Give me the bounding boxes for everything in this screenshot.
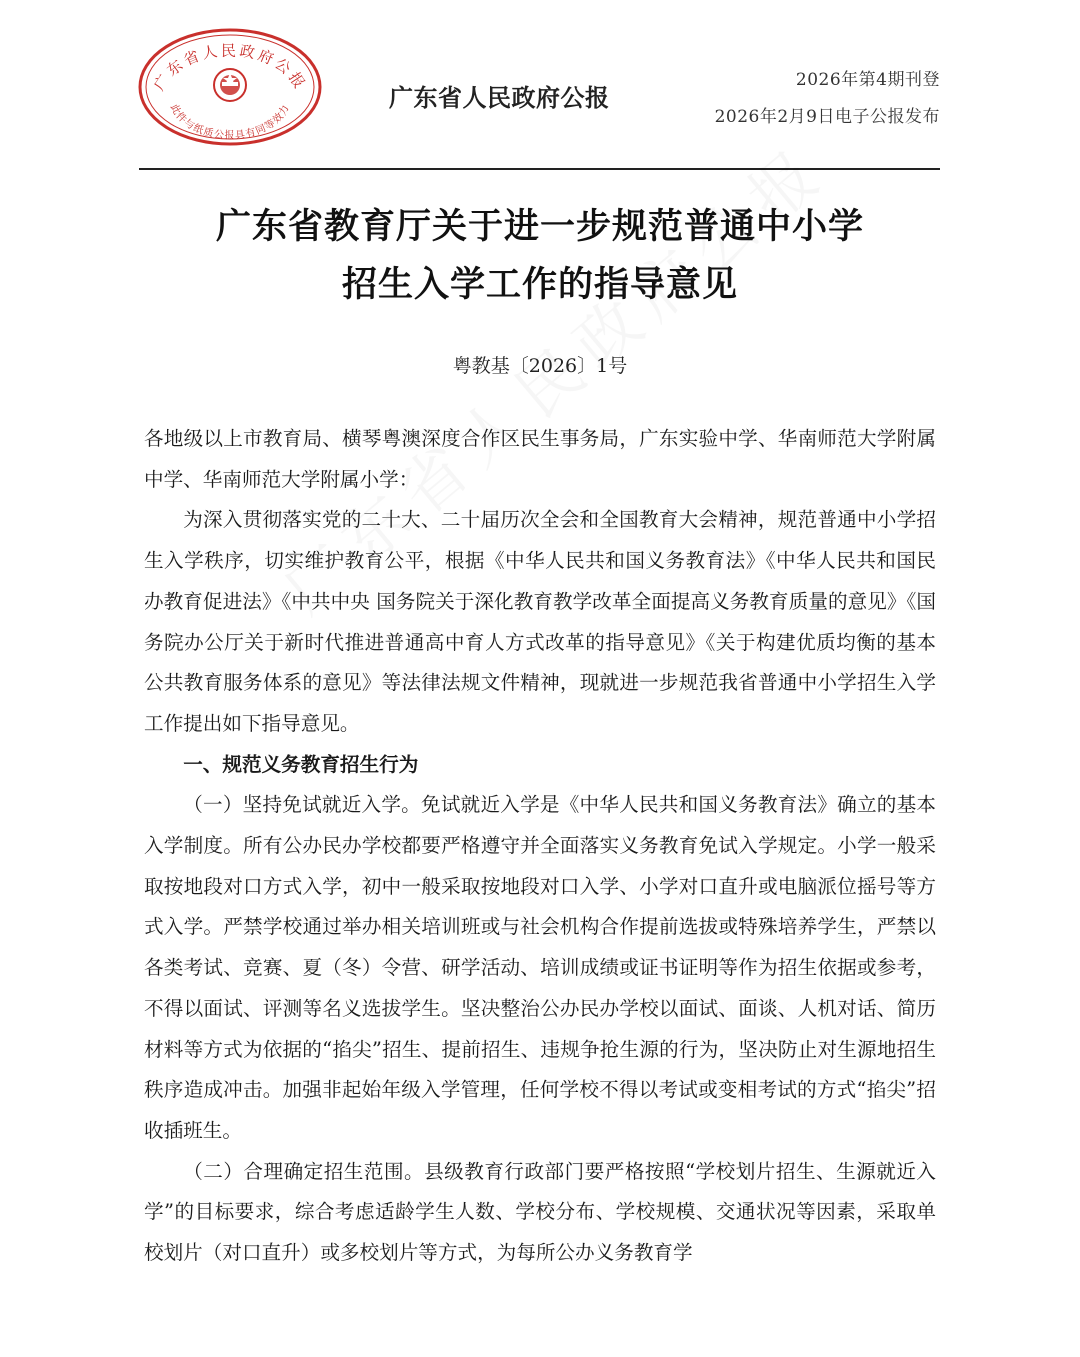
- document-number: 粤教基〔2026〕1号: [452, 355, 628, 377]
- government-seal: [137, 27, 323, 147]
- document-body: [144, 419, 936, 1274]
- paragraph-2-lead: （二）合理确定招生范围。: [183, 1159, 425, 1183]
- issue-info: [715, 62, 940, 136]
- paragraph-2-body: 县级教育行政部门要严格按照“学校划片招生、生源就近入学”的目标要求，综合考虑适龄学生人数、学校分布、学校规模、交通状况等因素，采取单校划片（对口直升）或多校划片等方式，为每所公办义务教育学: [144, 1159, 936, 1265]
- document-title-line-1: 广东省教育厅关于进一步规范普通中小学: [215, 206, 864, 247]
- paragraph-2: [144, 1152, 936, 1274]
- paragraph-1-body: 免试就近入学是《中华人民共和国义务教育法》确立的基本入学制度。所有公办民办学校都要严格遵守并全面落实义务教育免试入学规定。小学一般采取按地段对口方式入学，初中一般采取按地段对口入学、小学对口直升或电脑派位摇号等方式入学。严禁学校通过举办相关培训班或与社会机构合作提前选拔或特殊培养学生，严禁以各类考试、竞赛、夏（冬）令营、研学活动、培训成绩或证书证明等作为招生依据或参考，不得以面试、评测等名义选拔学生。坚决整治公办民办学校以面试、面谈、人机对话、简历材料等方式为依据的“掐尖”招生、提前招生、违规争抢生源的行为，坚决防止对生源地招生秩序造成冲击。加强非起始年级入学管理，任何学校不得以考试或变相考试的方式“掐尖”招收插班生。: [144, 793, 937, 1142]
- seal-subtext: 此件与纸质公报具有同等效力: [167, 102, 293, 142]
- masthead-title: 广东省人民政府公报: [389, 84, 610, 112]
- issue-line: 2026年第4期刊登: [795, 70, 940, 90]
- paragraph-1-lead: （一）坚持免试就近入学。: [183, 793, 421, 817]
- document-title: [140, 198, 940, 314]
- addressees: 各地级以上市教育局、横琴粤澳深度合作区民生事务局，广东实验中学、华南师范大学附属中学、华南师范大学附属小学：: [144, 427, 936, 491]
- header-divider: [139, 168, 940, 170]
- section-heading: 一、规范义务教育招生行为: [183, 752, 419, 776]
- paragraph-1: [144, 785, 936, 1151]
- publish-date-line: 2026年2月9日电子公报发布: [714, 107, 940, 127]
- intro-paragraph: 为深入贯彻落实党的二十大、二十届历次全会和全国教育大会精神，规范普通中小学招生入学秩序，切实维护教育公平，根据《中华人民共和国义务教育法》《中华人民共和国民办教育促进法》《中共中央 国务院关于深化教育教学改革全面提高义务教育质量的意见》《国务院办公厅关于新时代推进普通高中育人方式改革的指导意见》《关于构建优质均衡的基本公共教育服务体系的意见》等法律法规文件精神，现就进一步规范我省普通中小学招生入学工作提出如下指导意见。: [144, 508, 936, 735]
- seal-text: 广东省人民政府公报: [150, 41, 310, 94]
- national-emblem-icon: [214, 69, 246, 101]
- document-title-line-2: 招生入学工作的指导意见: [341, 264, 738, 305]
